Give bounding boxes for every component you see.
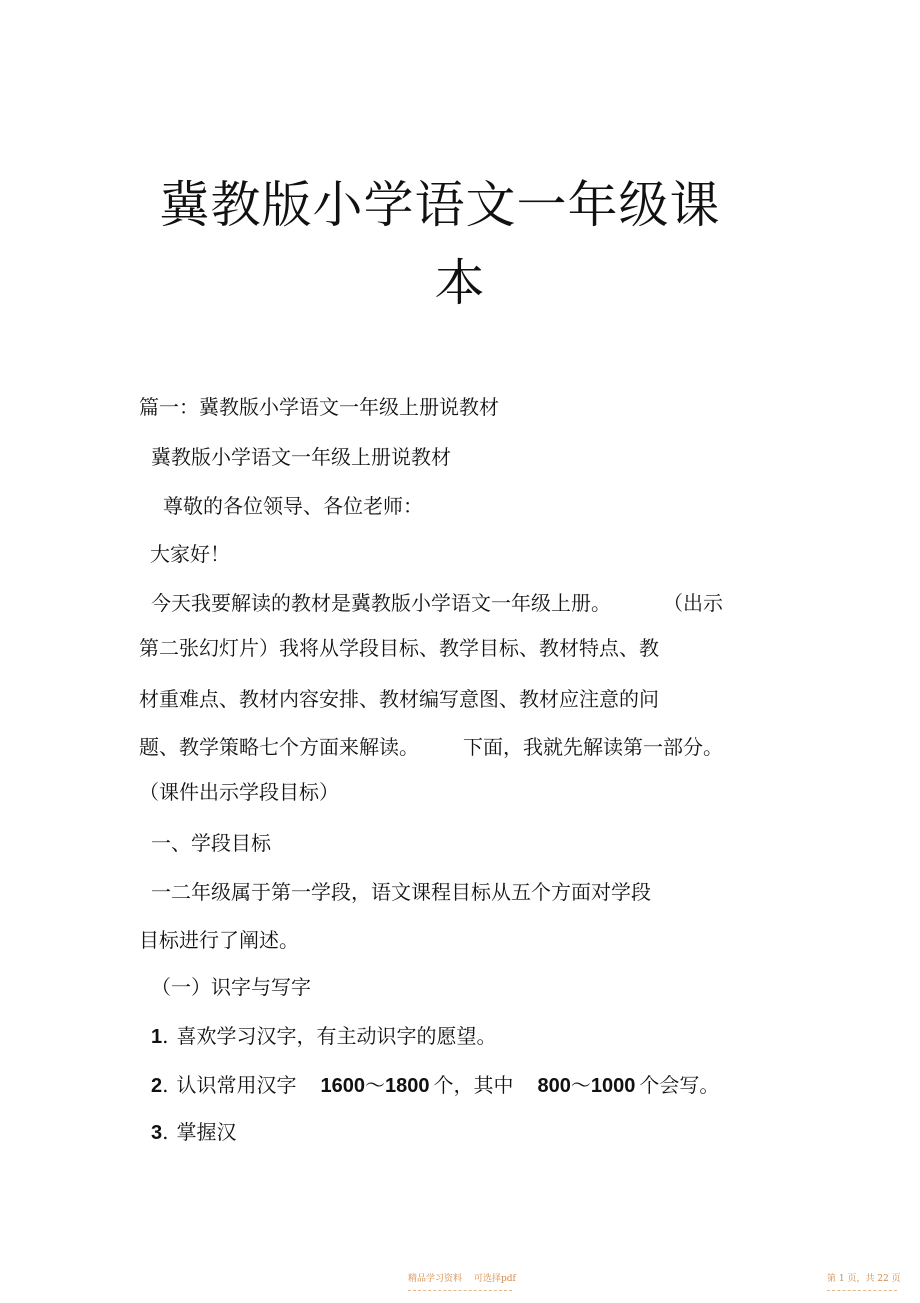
list-item-2 — [151, 1075, 719, 1096]
footer-left-note: 可选择pdf — [474, 1274, 516, 1284]
paragraph-1-line-4-continuation: 下面，我就先解读第一部分。 — [463, 735, 723, 759]
list-item-1-text: 喜欢学习汉字，有主动识字的愿望。 — [176, 1024, 497, 1048]
list-item-1-number: 1 — [151, 1026, 163, 1048]
list-item-3-dot: . — [162, 1120, 169, 1144]
list-item-2-range-2-tilde: ～ — [570, 1073, 591, 1097]
paragraph-1-line-3: 材重难点、教材内容安排、教材编写意图、教材应注意的问 — [139, 687, 659, 711]
document-title-line-2: 本 — [434, 254, 486, 312]
list-item-3 — [151, 1122, 236, 1143]
list-item-2-range-1-tilde: ～ — [364, 1073, 385, 1097]
footer-right-dashed-rule — [827, 1290, 897, 1291]
list-item-3-number: 3 — [151, 1122, 163, 1144]
paragraph-2-line-2: 目标进行了阐述。 — [139, 928, 299, 952]
list-item-1-dot: . — [162, 1024, 169, 1048]
paragraph-1-line-5: （课件出示学段目标） — [139, 780, 339, 804]
subheading-one: （一）识字与写字 — [151, 975, 311, 999]
list-item-1 — [151, 1026, 496, 1047]
heading-one: 一、学段目标 — [151, 831, 271, 855]
list-item-2-text-c: 个会写。 — [639, 1073, 720, 1097]
section-heading: 篇一：冀教版小学语文一年级上册说教材 — [139, 395, 499, 419]
sub-heading: 冀教版小学语文一年级上册说教材 — [151, 445, 451, 469]
list-item-2-text-b: 个，其中 — [433, 1073, 514, 1097]
list-item-2-range-2-end: 1000 — [590, 1075, 636, 1097]
list-item-2-dot: . — [162, 1073, 169, 1097]
document-title-line-1: 冀教版小学语文一年级课 — [159, 176, 721, 234]
paragraph-1-line-1-aside: （出示 — [673, 591, 723, 615]
list-item-2-range-1-end: 1800 — [384, 1075, 430, 1097]
list-item-2-text-a: 认识常用汉字 — [176, 1073, 297, 1097]
footer-left-label: 精品学习资料 — [408, 1274, 463, 1284]
footer-left — [408, 1275, 516, 1284]
paragraph-1-line-4-text: 题、教学策略七个方面来解读。 — [139, 735, 419, 759]
paragraph-1-line-1-text: 今天我要解读的教材是冀教版小学语文一年级上册。 — [151, 591, 611, 615]
paragraph-1-line-2: 第二张幻灯片）我将从学段目标、教学目标、教材特点、教 — [139, 636, 659, 660]
paragraph-1-line-4 — [139, 737, 723, 757]
paragraph-2-line-1: 一二年级属于第一学段，语文课程目标从五个方面对学段 — [151, 880, 651, 904]
list-item-2-range-2-start: 800 — [537, 1075, 571, 1097]
list-item-3-text: 掌握汉 — [176, 1120, 237, 1144]
paragraph-1-line-1 — [151, 593, 723, 613]
hello-line: 大家好！ — [150, 542, 230, 566]
footer-left-dashed-rule — [408, 1290, 512, 1291]
list-item-2-number: 2 — [151, 1075, 163, 1097]
greeting-line: 尊敬的各位领导、各位老师： — [163, 494, 423, 518]
page-counter: 第 1 页，共 22 页 — [827, 1274, 901, 1284]
list-item-2-range-1-start: 1600 — [320, 1075, 365, 1097]
